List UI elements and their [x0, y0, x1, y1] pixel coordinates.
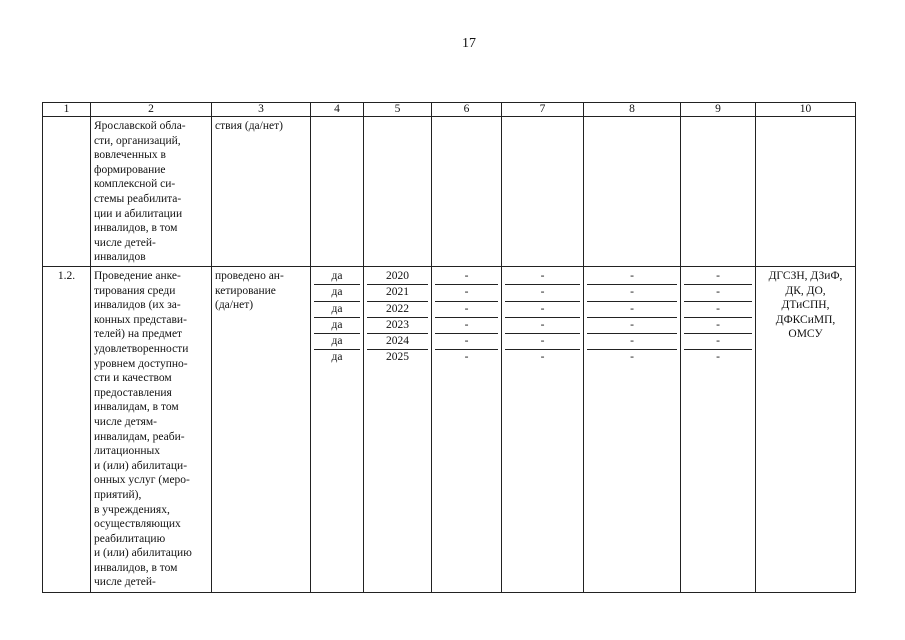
text-line: предоставления — [94, 386, 172, 399]
sub-row-value: - — [684, 285, 752, 301]
item-row-1-2 — [43, 267, 856, 593]
text-line: осуществляющих — [94, 518, 181, 531]
item-col4 — [311, 267, 364, 593]
text-line: вовлеченных в — [94, 149, 166, 162]
sub-row-value: да — [314, 302, 360, 318]
text-line: инвалидов, в том — [94, 561, 178, 574]
sub-row-value: - — [540, 351, 545, 364]
text-line: приятий), — [94, 488, 142, 501]
header-cell-7: 7 — [502, 103, 584, 117]
header-cell-10: 10 — [756, 103, 856, 117]
sub-row-value: - — [505, 269, 580, 285]
text-line: кетирование — [215, 284, 276, 297]
sub-row-value: - — [684, 334, 752, 350]
sub-row-value: - — [505, 285, 580, 301]
sub-row-value: - — [587, 285, 677, 301]
sub-row-value: - — [684, 269, 752, 285]
cont-cell-indicator — [212, 117, 311, 267]
cont-cell-number — [43, 117, 91, 267]
continuation-row — [43, 117, 856, 267]
text-line: в учреждениях, — [94, 503, 170, 516]
sub-row-value: - — [505, 302, 580, 318]
sub-row-value: - — [505, 318, 580, 334]
text-line: реабилитацию — [94, 532, 166, 545]
text-line: онных услуг (меро- — [94, 474, 190, 487]
header-cell-1: 1 — [43, 103, 91, 117]
text-line: инвалидов (их за- — [94, 299, 181, 312]
text-line: ДГСЗН, ДЗиФ, — [768, 270, 843, 282]
text-line: инвалидов, в том — [94, 222, 178, 235]
text-line: инвалидам, в том — [94, 401, 179, 414]
text-line: числе детям- — [94, 415, 157, 428]
sub-row-value: 2025 — [386, 351, 409, 364]
cont-cell-10 — [756, 117, 856, 267]
sub-row-value: - — [464, 351, 469, 364]
sub-row-value: - — [587, 334, 677, 350]
header-cell-5: 5 — [364, 103, 432, 117]
cont-cell-4 — [311, 117, 364, 267]
header-cell-4: 4 — [311, 103, 364, 117]
text-line: комплексной си- — [94, 178, 176, 191]
sub-row-value: 2020 — [367, 269, 428, 285]
text-line: проведено ан- — [215, 270, 284, 282]
item-col5-years — [364, 267, 432, 593]
item-col8 — [584, 267, 681, 593]
text-line: телей) на предмет — [94, 328, 183, 341]
item-number: 1.2. — [43, 267, 91, 593]
sub-row-value: - — [684, 302, 752, 318]
text-line: ции и абилитации — [94, 207, 183, 220]
page-number: 17 — [462, 36, 476, 51]
sub-row-value: - — [435, 269, 498, 285]
text-line: числе детей- — [94, 576, 156, 589]
text-line: сти, организаций, — [94, 134, 181, 147]
sub-row-value: да — [314, 269, 360, 285]
text-line: литационных — [94, 445, 161, 458]
text-line: ствия (да/нет) — [215, 120, 283, 132]
sub-row-value: 2021 — [367, 285, 428, 301]
item-col6 — [432, 267, 502, 593]
sub-row-value: - — [505, 334, 580, 350]
text-line: конных представи- — [94, 313, 187, 326]
text-line: удовлетворенности — [94, 342, 189, 355]
sub-row-value: - — [684, 318, 752, 334]
header-cell-6: 6 — [432, 103, 502, 117]
header-cell-2: 2 — [91, 103, 212, 117]
sub-row-value: - — [435, 302, 498, 318]
sub-row-value: 2022 — [367, 302, 428, 318]
text-line: и (или) абилитаци- — [94, 459, 188, 472]
sub-row-value: да — [314, 334, 360, 350]
item-indicator — [212, 267, 311, 593]
text-line: ДФКСиМП, — [775, 313, 836, 326]
sub-row-value: 2023 — [367, 318, 428, 334]
sub-row-value: - — [587, 302, 677, 318]
cont-cell-5 — [364, 117, 432, 267]
text-line: числе детей- — [94, 236, 156, 249]
cont-cell-8 — [584, 117, 681, 267]
sub-row-value: 2024 — [367, 334, 428, 350]
sub-row-value: да — [331, 351, 343, 364]
header-cell-3: 3 — [212, 103, 311, 117]
item-col9 — [681, 267, 756, 593]
header-cell-9: 9 — [681, 103, 756, 117]
cont-cell-7 — [502, 117, 584, 267]
text-line: и (или) абилитацию — [94, 547, 192, 560]
sub-row-value: - — [716, 351, 720, 364]
sub-row-value: - — [630, 351, 634, 364]
sub-row-value: - — [435, 285, 498, 301]
text-line: стемы реабилита- — [94, 192, 182, 205]
cont-cell-9 — [681, 117, 756, 267]
text-line: уровнем доступно- — [94, 357, 188, 370]
item-col7 — [502, 267, 584, 593]
text-line: (да/нет) — [215, 299, 254, 312]
item-description — [91, 267, 212, 593]
item-executors — [756, 267, 856, 593]
text-line: формирование — [94, 163, 166, 176]
sub-row-value: - — [435, 334, 498, 350]
cont-cell-description — [91, 117, 212, 267]
text-line: ДК, ДО, — [785, 284, 826, 297]
text-line: сти и качеством — [94, 372, 172, 385]
text-line: ОМСУ — [788, 328, 823, 341]
document-table — [42, 102, 856, 593]
text-line: инвалидам, реаби- — [94, 430, 185, 443]
text-line: Ярославской обла- — [94, 120, 186, 132]
cont-cell-6 — [432, 117, 502, 267]
sub-row-value: да — [314, 318, 360, 334]
text-line: инвалидов — [94, 251, 146, 264]
header-cell-8: 8 — [584, 103, 681, 117]
sub-row-value: - — [587, 269, 677, 285]
sub-row-value: - — [587, 318, 677, 334]
header-row — [43, 103, 856, 117]
text-line: Проведение анке- — [94, 270, 181, 282]
text-line: ДТиСПН, — [781, 299, 830, 312]
sub-row-value: - — [435, 318, 498, 334]
text-line: тирования среди — [94, 284, 176, 297]
sub-row-value: да — [314, 285, 360, 301]
